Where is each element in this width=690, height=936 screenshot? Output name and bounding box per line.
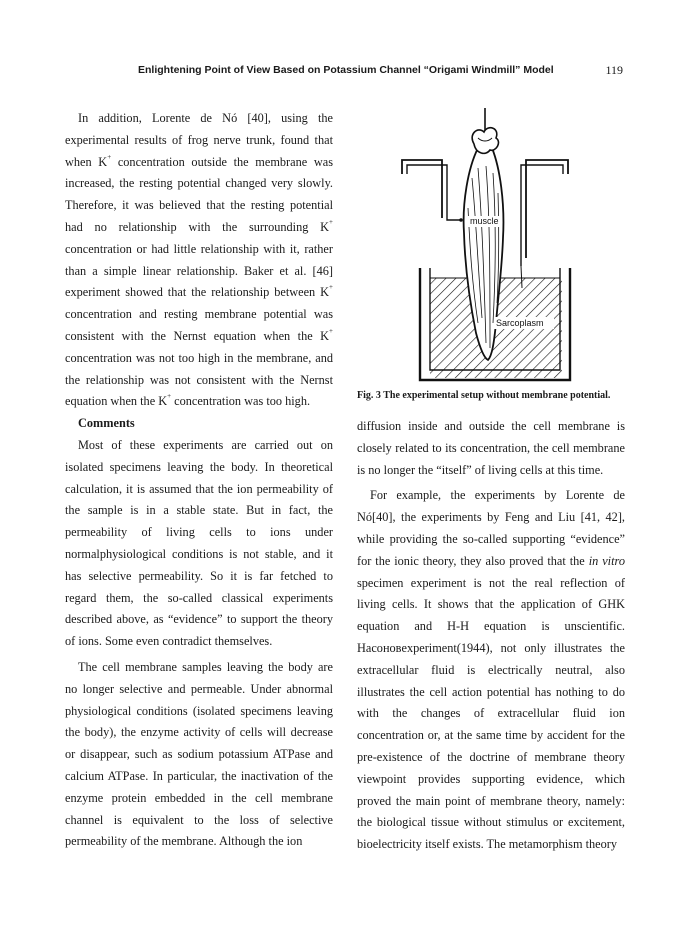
text-line: increased, the resting potential changed very slowly. [65,176,333,191]
paragraph-comments: Most of these experiments are carried out on isolated specimens leaving the body. In theoretical calculation, it is assumed that the ion permeability of the sample is in a stable state. But in fact, the permeability of living cells to ions under normalphysiological conditions is not stable, and it has selective permeability. So it is far fetched to regard them, the so-called classical experiments described above, as “evidence” to support the theory of ions. Some even contradict themselves. [65,437,333,649]
paragraph-lorente [65,108,333,413]
superscript-plus: + [329,283,333,292]
superscript-plus: + [107,152,112,161]
label-sarcoplasm: Sarcoplasm [496,318,544,328]
superscript-plus: + [329,326,333,335]
italic-term: in vitro [588,553,625,568]
text-line: than a simple linear relationship. Baker et al. [46] [65,263,333,278]
text-line: concentration or had little relationship with it, rather [65,241,333,256]
text-line: the relationship was not consistent with the Nernst [65,372,333,387]
text-line: Therefore, it was believed that the resting potential [65,198,333,213]
paragraph-diffusion: diffusion inside and outside the cell membrane is closely related to its concentration, the cell membrane is no longer the “itself” of living cells at this time. [357,419,625,477]
label-muscle: muscle [470,216,499,226]
figure-caption: Fig. 3 The experimental setup without membrane potential. [357,390,611,401]
text-line: concentration outside the membrane was [111,154,334,169]
page-number: 119 [605,63,623,77]
text-line: consistent with the Nernst equation when the K [65,328,330,343]
left-column [65,108,333,853]
paragraph-examples [357,485,625,856]
running-title: Enlightening Point of View Based on Potassium Channel “Origami Windmill” Model [138,64,554,76]
text-line: when K [65,154,108,169]
text-run: For example, the experiments by Lorente de Nó[40], the experiments by Feng and Liu [41, 42], while providing the so-called supporting “evidence” for the ionic theory, they also proved that the [357,488,625,568]
experimental-setup-illustration [398,108,573,383]
text-line: concentration was not too high in the membrane, and [65,350,333,365]
text-line: In addition, Lorente de Nó [40], using the [78,111,333,125]
section-heading-comments: Comments [78,416,135,431]
page-header [0,64,690,82]
superscript-plus: + [329,217,333,226]
text-line: concentration was too high. [171,394,311,409]
text-line: had no relationship with the surrounding K [65,219,330,234]
text-line: equation when the K [65,394,168,409]
superscript-plus: + [167,392,172,401]
right-column [357,416,625,856]
figure-experimental-setup [398,108,573,383]
text-line: concentration and resting membrane potential was [65,307,333,322]
text-line: experimental results of frog nerve trunk, found that [65,132,333,147]
text-run: specimen experiment is not the real reflection of living cells. It shows that the application of GHK equation and H-H equation is unscientific. Насоновexperiment(1944), not only illustrates the extracellular fluid is electrically neutral, also illustrates the cell action potential has nothing to do with the changes of extracellular fluid ion concentration or, at the same time by accident for the pre-existence of the doctrine of membrane theory viewpoint provides supporting evidence, which proved the main point of membrane theory, namely: the biological tissue without stimulus or excitement, bioelectricity itself exists. The metamorphism theory [357,575,625,852]
paragraph-cell-membrane: The cell membrane samples leaving the body are no longer selective and permeable. Under abnormal physiological conditions (isolated specimens leaving the body), the enzyme activity of cells will decrease or disappear, such as sodium potassium ATPase and calcium ATPase. In particular, the inactivation of the enzyme protein embedded in the cell membrane channel is equivalent to the loss of selective permeability of the membrane. Although the ion [65,659,333,849]
text-line: experiment showed that the relationship between K [65,285,330,300]
